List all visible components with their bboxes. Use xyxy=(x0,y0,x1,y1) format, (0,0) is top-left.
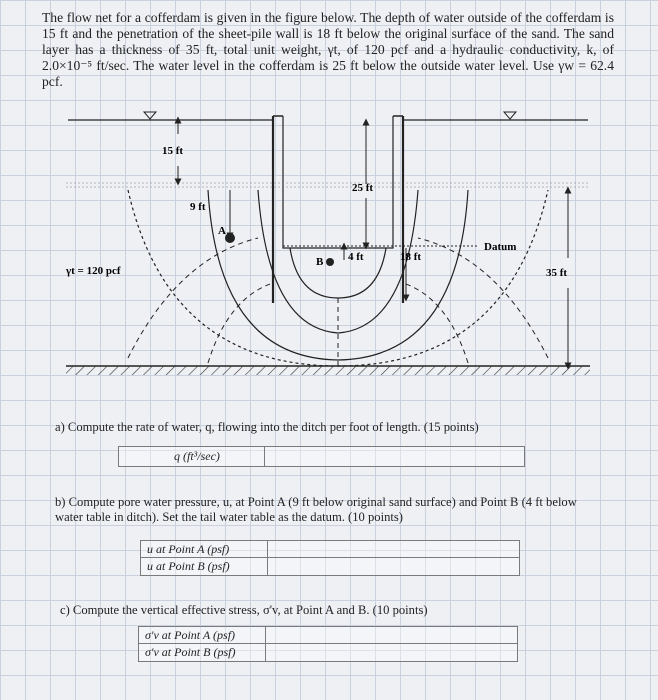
point-a xyxy=(225,233,235,243)
question-a: a) Compute the rate of water, q, flowing into the ditch per foot of length. (15 points) xyxy=(55,420,479,434)
label-point-b: B xyxy=(316,256,324,268)
label-u-point-a: u at Point A (psf) xyxy=(147,542,230,556)
answer-box-sigma[interactable] xyxy=(138,626,518,662)
label-unit-weight: γt = 120 pcf xyxy=(66,265,121,277)
label-18ft: 18 ft xyxy=(400,251,422,263)
answer-box-divider xyxy=(264,447,265,466)
equipotential-1 xyxy=(128,238,258,358)
label-datum: Datum xyxy=(484,241,517,253)
flow-line-4 xyxy=(290,248,386,298)
label-4ft: 4 ft xyxy=(348,251,364,263)
label-sigma-point-a: σ'v at Point A (psf) xyxy=(145,628,236,642)
equipotential-4 xyxy=(403,283,468,363)
label-25ft: 25 ft xyxy=(352,182,374,194)
label-point-a: A xyxy=(218,225,226,237)
sand-surface-band xyxy=(66,182,590,190)
question-c: c) Compute the vertical effective stress, σ'v, at Point A and B. (10 points) xyxy=(60,603,428,617)
label-9ft: 9 ft xyxy=(190,201,206,213)
label-sigma-point-b: σ'v at Point B (psf) xyxy=(145,645,236,659)
answer-box-q[interactable] xyxy=(118,446,525,467)
label-35ft: 35 ft xyxy=(546,267,568,279)
answer-row-divider-c xyxy=(139,643,517,644)
problem-statement: The flow net for a cofferdam is given in the figure below. The depth of water outside of the cofferdam is 15 ft and the penetration of the sheet-pile wall is 18 ft below the original surface of the sand. The sand layer has a thickness of 35 ft, total unit weight, γt, of 120 pcf and a hydraulic conductivity, k, of 2.0×10⁻⁵ ft/sec. The water level in the cofferdam is 25 ft below the outside water level. Use γw = 62.4 pcf. xyxy=(42,10,614,89)
label-u-point-b: u at Point B (psf) xyxy=(147,559,230,573)
equipotential-3 xyxy=(208,283,273,363)
water-level-marker-right xyxy=(504,112,516,119)
water-level-marker-left xyxy=(144,112,156,119)
cofferdam-flow-net-figure xyxy=(58,98,598,383)
equipotential-2 xyxy=(418,238,548,358)
label-15ft: 15 ft xyxy=(162,145,184,157)
flow-line-3 xyxy=(128,190,548,366)
answer-box-u[interactable] xyxy=(140,540,520,576)
label-q: q (ft³/sec) xyxy=(174,449,220,463)
impermeable-base-hatch xyxy=(66,366,590,375)
answer-col-divider xyxy=(267,541,268,575)
point-b xyxy=(326,258,334,266)
answer-row-divider xyxy=(141,557,519,558)
answer-col-divider-c xyxy=(265,627,266,661)
question-b: b) Compute pore water pressure, u, at Point A (9 ft below original sand surface) and Point B (4 ft below water table in ditch). Set the tail water table as the datum. (10 points) xyxy=(55,495,577,524)
